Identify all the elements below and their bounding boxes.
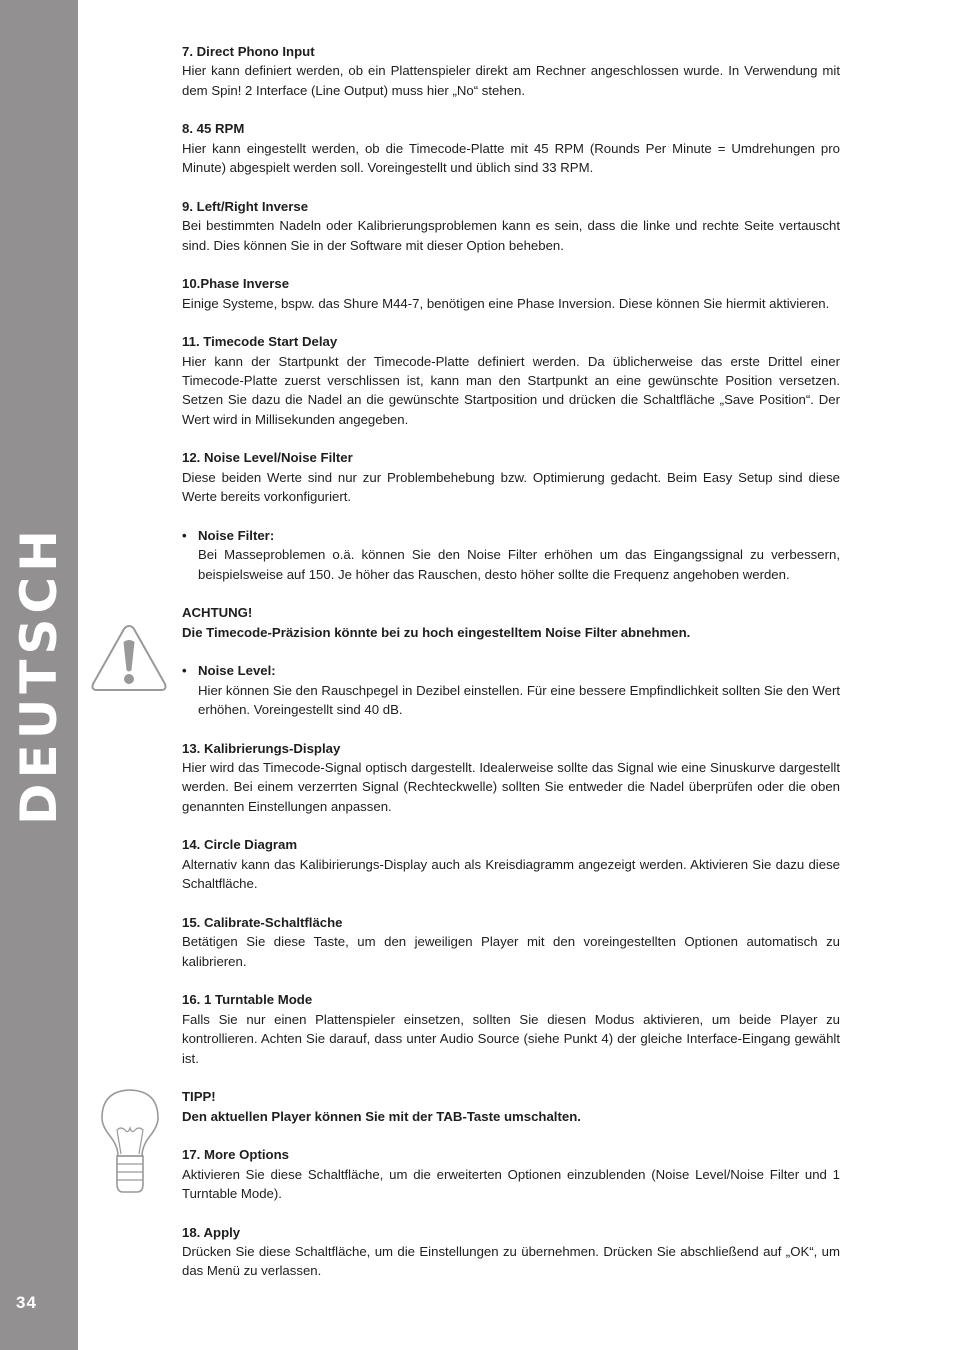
tip-note xyxy=(182,1087,840,1126)
section-body: Hier kann eingestellt werden, ob die Timecode-Platte mit 45 RPM (Rounds Per Minute = Umdrehungen pro Minute) abgespielt werden soll. Voreingestellt und üblich sind 33 RPM. xyxy=(182,140,840,176)
bullet-body: Bei Masseproblemen o.ä. können Sie den Noise Filter erhöhen um das Eingangssignal zu verbessern, beispielsweise auf 150. Je höher das Rauschen, desto höher sollte die Frequenz angehoben werden. xyxy=(198,547,840,582)
warning-body: Die Timecode-Präzision könnte bei zu hoch eingestelltem Noise Filter abnehmen. xyxy=(182,624,691,640)
bullet-body: Hier können Sie den Rauschpegel in Dezibel einstellen. Für eine bessere Empfindlichkeit sollten Sie den Wert erhöhen. Voreingestellt sind 40 dB. xyxy=(198,682,840,718)
section-heading: 11. Timecode Start Delay xyxy=(182,334,338,350)
section-noise-level-filter xyxy=(182,448,840,506)
section-body: Aktivieren Sie diese Schaltfläche, um die erweiterten Optionen einzublenden (Noise Level/Noise Filter und 1 Turntable Mode). xyxy=(182,1166,840,1201)
section-body: Alternativ kann das Kalibirierungs-Display auch als Kreisdiagramm angezeigt werden. Aktivieren Sie dazu diese Schaltfläche. xyxy=(182,856,840,892)
tip-body: Den aktuellen Player können Sie mit der TAB-Taste umschalten. xyxy=(182,1108,581,1124)
section-heading: 17. More Options xyxy=(182,1147,289,1163)
sidebar xyxy=(0,0,78,1350)
lightbulb-icon xyxy=(100,1088,160,1196)
section-body: Hier wird das Timecode-Signal optisch dargestellt. Idealerweise sollte das Signal wie eine Sinuskurve dargestellt werden. Bei einem verzerrten Signal (Rechteckwelle) sollten Sie entweder die Nadel überprüfen oder die oben genannten Einstellungen anpassen. xyxy=(182,760,840,814)
tip-heading: TIPP! xyxy=(182,1089,216,1105)
section-more-options xyxy=(182,1145,840,1203)
section-heading: 14. Circle Diagram xyxy=(182,837,298,853)
section-body: Bei bestimmten Nadeln oder Kalibrierungsproblemen kann es sein, dass die linke und rechte Seite vertauscht sind. Dies können Sie in der Software mit dieser Option beheben. xyxy=(182,218,840,253)
bullet-heading: Noise Level: xyxy=(198,663,276,679)
bullet-dot: • xyxy=(182,663,187,679)
bullet-heading: Noise Filter: xyxy=(198,527,275,543)
section-body: Falls Sie nur einen Plattenspieler einsetzen, sollten Sie diesen Modus aktivieren, um beide Player zu kontrollieren. Achten Sie darauf, dass unter Audio Source (siehe Punkt 4) der gleiche Interface-Eingang gewählt ist. xyxy=(182,1011,840,1066)
section-body: Betätigen Sie diese Taste, um den jeweiligen Player mit den voreingestellten Optionen automatisch zu kalibrieren. xyxy=(182,934,840,969)
main-content xyxy=(182,42,840,1300)
section-heading: 9. Left/Right Inverse xyxy=(182,198,309,214)
section-1-turntable-mode xyxy=(182,990,840,1068)
section-body: Drücken Sie diese Schaltfläche, um die Einstellungen zu übernehmen. Drücken Sie abschließend auf „OK“, um das Menü zu verlassen. xyxy=(182,1243,840,1279)
section-heading: 13. Kalibrierungs-Display xyxy=(182,740,341,756)
section-heading: 7. Direct Phono Input xyxy=(182,44,315,59)
section-apply xyxy=(182,1223,840,1281)
section-heading: 8. 45 RPM xyxy=(182,121,245,137)
section-calibrate-button xyxy=(182,913,840,971)
warning-note xyxy=(182,603,840,642)
bullet-noise-level xyxy=(182,661,840,719)
section-circle-diagram xyxy=(182,835,840,893)
section-heading: 15. Calibrate-Schaltfläche xyxy=(182,914,343,930)
section-body: Einige Systeme, bspw. das Shure M44-7, benötigen eine Phase Inversion. Diese können Sie hiermit aktivieren. xyxy=(182,295,830,311)
section-heading: 10.Phase Inverse xyxy=(182,276,290,292)
section-body: Diese beiden Werte sind nur zur Problembehebung bzw. Optimierung gedacht. Beim Easy Setup sind diese Werte bereits vorkonfiguriert. xyxy=(182,469,840,505)
warning-heading: ACHTUNG! xyxy=(182,605,253,621)
section-heading: 18. Apply xyxy=(182,1224,241,1240)
sidebar-language-title: DEUTSCH xyxy=(10,525,68,825)
section-left-right-inverse xyxy=(182,197,840,255)
warning-triangle-icon xyxy=(90,622,168,694)
section-45-rpm xyxy=(182,119,840,177)
section-timecode-start-delay xyxy=(182,332,840,429)
section-direct-phono-input xyxy=(182,42,840,100)
section-body: Hier kann der Startpunkt der Timecode-Platte definiert werden. Da üblicherweise das erste Drittel einer Timecode-Platte zuerst verschlissen ist, kann man den Startpunkt an eine gewünschte Position versetzen. Setzen Sie dazu die Nadel an die gewünschte Startposition und drücken die Schaltfläche „Save Position“. Der Wert wird in Millisekunden angegeben. xyxy=(182,353,840,427)
section-heading: 16. 1 Turntable Mode xyxy=(182,992,313,1008)
bullet-noise-filter xyxy=(182,526,840,584)
page-number: 34 xyxy=(16,1293,37,1312)
section-heading: 12. Noise Level/Noise Filter xyxy=(182,450,353,466)
section-phase-inverse xyxy=(182,274,840,313)
section-kalibrierungs-display xyxy=(182,739,840,817)
bullet-dot: • xyxy=(182,527,187,543)
section-body: Hier kann definiert werden, ob ein Plattenspieler direkt am Rechner angeschlossen wurde. In Verwendung mit dem Spin! 2 Interface (Line Output) muss hier „No“ stehen. xyxy=(182,63,840,98)
